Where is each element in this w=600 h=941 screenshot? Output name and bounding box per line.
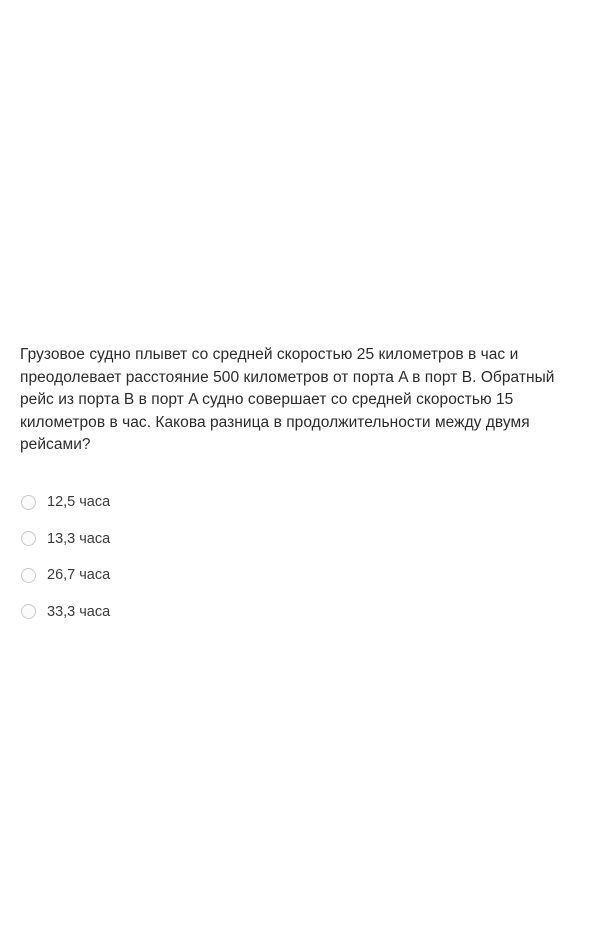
question-text: Грузовое судно плывет со средней скоростью 25 километров в час и преодолевает расстояние 500 километров от порта A в порт B. Обратный рейс из порта B в порт A судно совершает со средней скоростью 15 километров в час. Какова разница в продолжительности между двумя рейсами?	[20, 346, 559, 453]
answer-option-1[interactable]	[21, 484, 421, 521]
answer-option-2[interactable]	[21, 521, 421, 558]
radio-button-icon[interactable]	[21, 495, 36, 510]
answer-options-list	[21, 484, 421, 630]
radio-button-icon[interactable]	[21, 568, 36, 583]
answer-option-label: 12,5 часа	[47, 494, 111, 511]
radio-button-icon[interactable]	[21, 531, 36, 546]
answer-option-label: 33,3 часа	[47, 603, 111, 620]
answer-option-label: 26,7 часа	[47, 567, 111, 584]
question-block	[20, 344, 588, 457]
radio-button-icon[interactable]	[21, 604, 36, 619]
answer-option-3[interactable]	[21, 557, 421, 594]
answer-option-label: 13,3 часа	[47, 530, 111, 547]
answer-option-4[interactable]	[21, 594, 421, 631]
